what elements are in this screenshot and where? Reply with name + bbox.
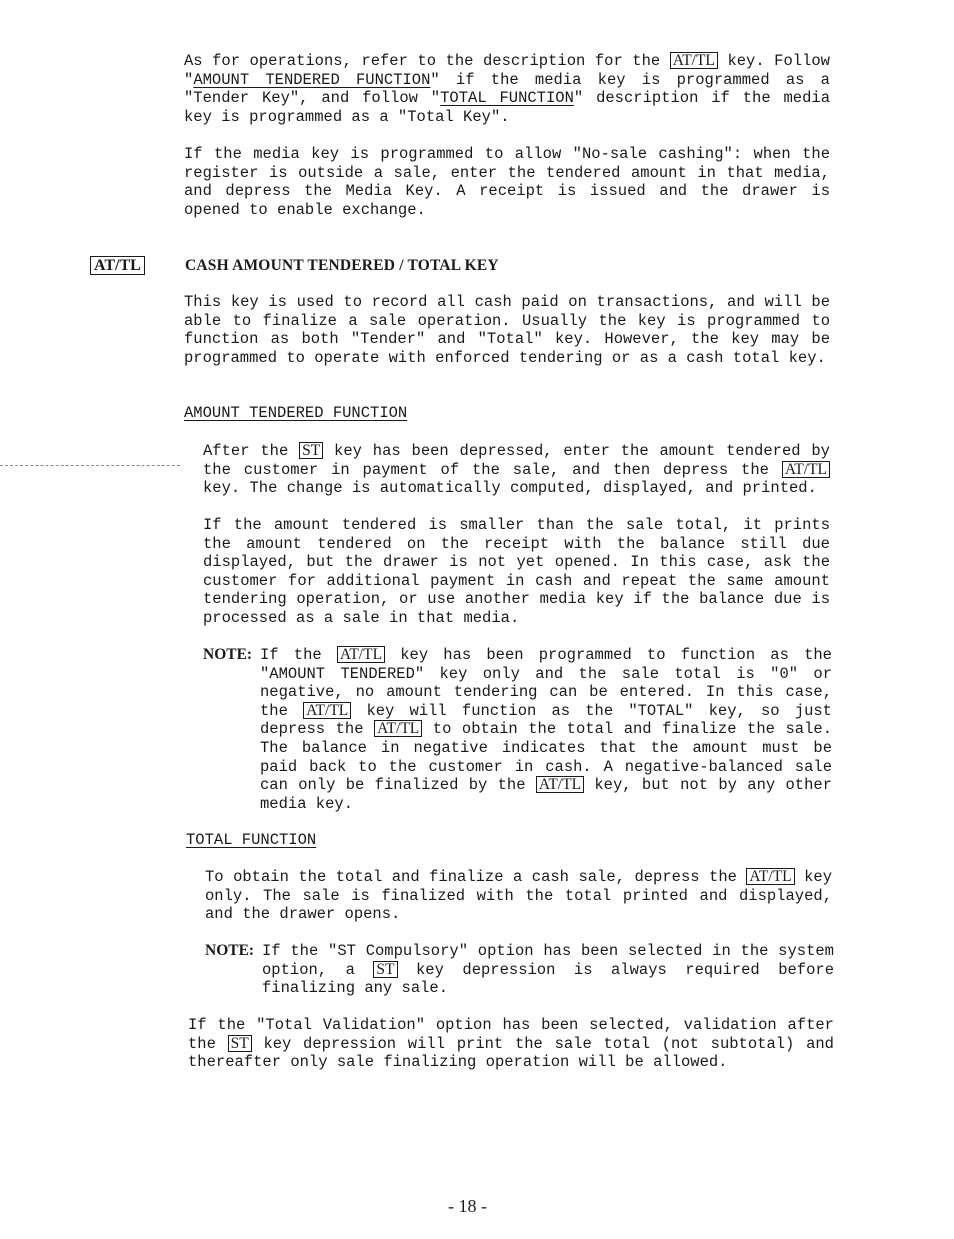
at-tl-key-icon: AT/TL	[746, 868, 794, 885]
at-tl-key-icon: AT/TL	[782, 461, 830, 478]
at-tl-key-icon: AT/TL	[303, 702, 351, 719]
total-text-a: To obtain the total and finalize a cash sale, depress the	[205, 868, 737, 886]
note-label: NOTE:	[203, 646, 253, 663]
at-tl-key-icon: AT/TL	[374, 720, 422, 737]
at-text-1a: After the	[203, 442, 289, 460]
at-tl-key-icon: AT/TL	[337, 646, 385, 663]
note-text-d: to obtain the total and finalize the sale. The balance in negative indicates that the amount must be paid back to the customer in cash. A negative-balanced sale can only be finalized by the	[260, 720, 832, 795]
amount-tendered-paragraph-2: If the amount tendered is smaller than the sale total, it prints the amount tendered on the receipt with the balance still due displayed, but the drawer is not yet opened. In this case, ask the customer for additional payment in cash and repeat the same amount tendering operation, or use another media key if the balance due is processed as a sale in that media.	[203, 516, 830, 627]
at-text-1b: key has been depressed, enter the amount tendered by the customer in payment of the sale, and then depress the	[203, 442, 830, 479]
total-note-b: key depression is always required before finalizing any sale.	[262, 960, 834, 998]
intro-text-1f: " description if the media key is programmed as a "Total Key".	[184, 89, 831, 126]
intro-text-1d: " if the media key is programmed as a "Tender Key", and follow "	[184, 70, 830, 108]
amount-tendered-note	[260, 646, 832, 813]
total-function-title: TOTAL FUNCTION	[186, 831, 317, 849]
amount-tendered-title: AMOUNT TENDERED FUNCTION	[184, 404, 408, 422]
note-text-b: key has been programmed to function as the "AMOUNT TENDERED" key only and the sale total is "0" or negative, no amount tendering can be entered. In this case, the	[260, 646, 832, 720]
total-function-ref: TOTAL FUNCTION	[440, 89, 574, 108]
total-validation-paragraph	[188, 1016, 834, 1072]
st-key-icon: ST	[373, 961, 397, 978]
total-note-a: If the "ST Compulsory" option has been selected in the system option, a	[262, 942, 834, 979]
intro-text-1b: key. Follow "	[184, 52, 830, 89]
section-intro-paragraph: This key is used to record all cash paid on transactions, and will be able to finalize a sale operation. Usually the key is programmed to function as both "Tender" and "Total" key. However, the key may be programmed to operate with enforced tendering or as a cash total key.	[184, 293, 830, 367]
total-function-paragraph	[205, 868, 832, 924]
st-key-icon: ST	[299, 442, 323, 459]
amount-tendered-ref: AMOUNT TENDERED FUNCTION	[193, 70, 431, 89]
section-heading: CASH AMOUNT TENDERED / TOTAL KEY	[185, 257, 499, 274]
at-tl-key-icon: AT/TL	[670, 52, 718, 69]
margin-dash-line	[0, 465, 180, 466]
at-tl-side-key-icon: AT/TL	[90, 256, 145, 275]
total-text-b: key only. The sale is finalized with the total printed and displayed, and the drawer opens.	[205, 868, 832, 924]
total-note-label: NOTE:	[205, 942, 255, 959]
at-text-1c: key. The change is automatically computed, displayed, and printed.	[203, 479, 817, 498]
total-note	[262, 942, 834, 998]
amount-tendered-paragraph-1	[203, 442, 830, 498]
st-key-icon: ST	[228, 1035, 252, 1052]
note-text-e: key, but not by any other media key.	[260, 776, 832, 813]
intro-paragraph-2: If the media key is programmed to allow "No-sale cashing": when the register is outside a sale, enter the tendered amount in that media, and depress the Media Key. A receipt is issued and the drawer is opened to enable exchange.	[184, 145, 830, 219]
intro-text-1a: As for operations, refer to the description for the	[184, 52, 661, 70]
intro-paragraph-1	[184, 52, 830, 126]
page-number: - 18 -	[448, 1196, 487, 1216]
note-text-c: key will function as the "TOTAL" key, so just depress the	[260, 701, 832, 739]
at-tl-key-icon: AT/TL	[536, 776, 584, 793]
validation-text-a: If the "Total Validation" option has been selected, validation after the	[188, 1016, 834, 1053]
validation-text-b: key depression will print the sale total (not subtotal) and thereafter only sale finalizing operation will be allowed.	[188, 1034, 834, 1072]
note-text-a: If the	[260, 646, 322, 664]
